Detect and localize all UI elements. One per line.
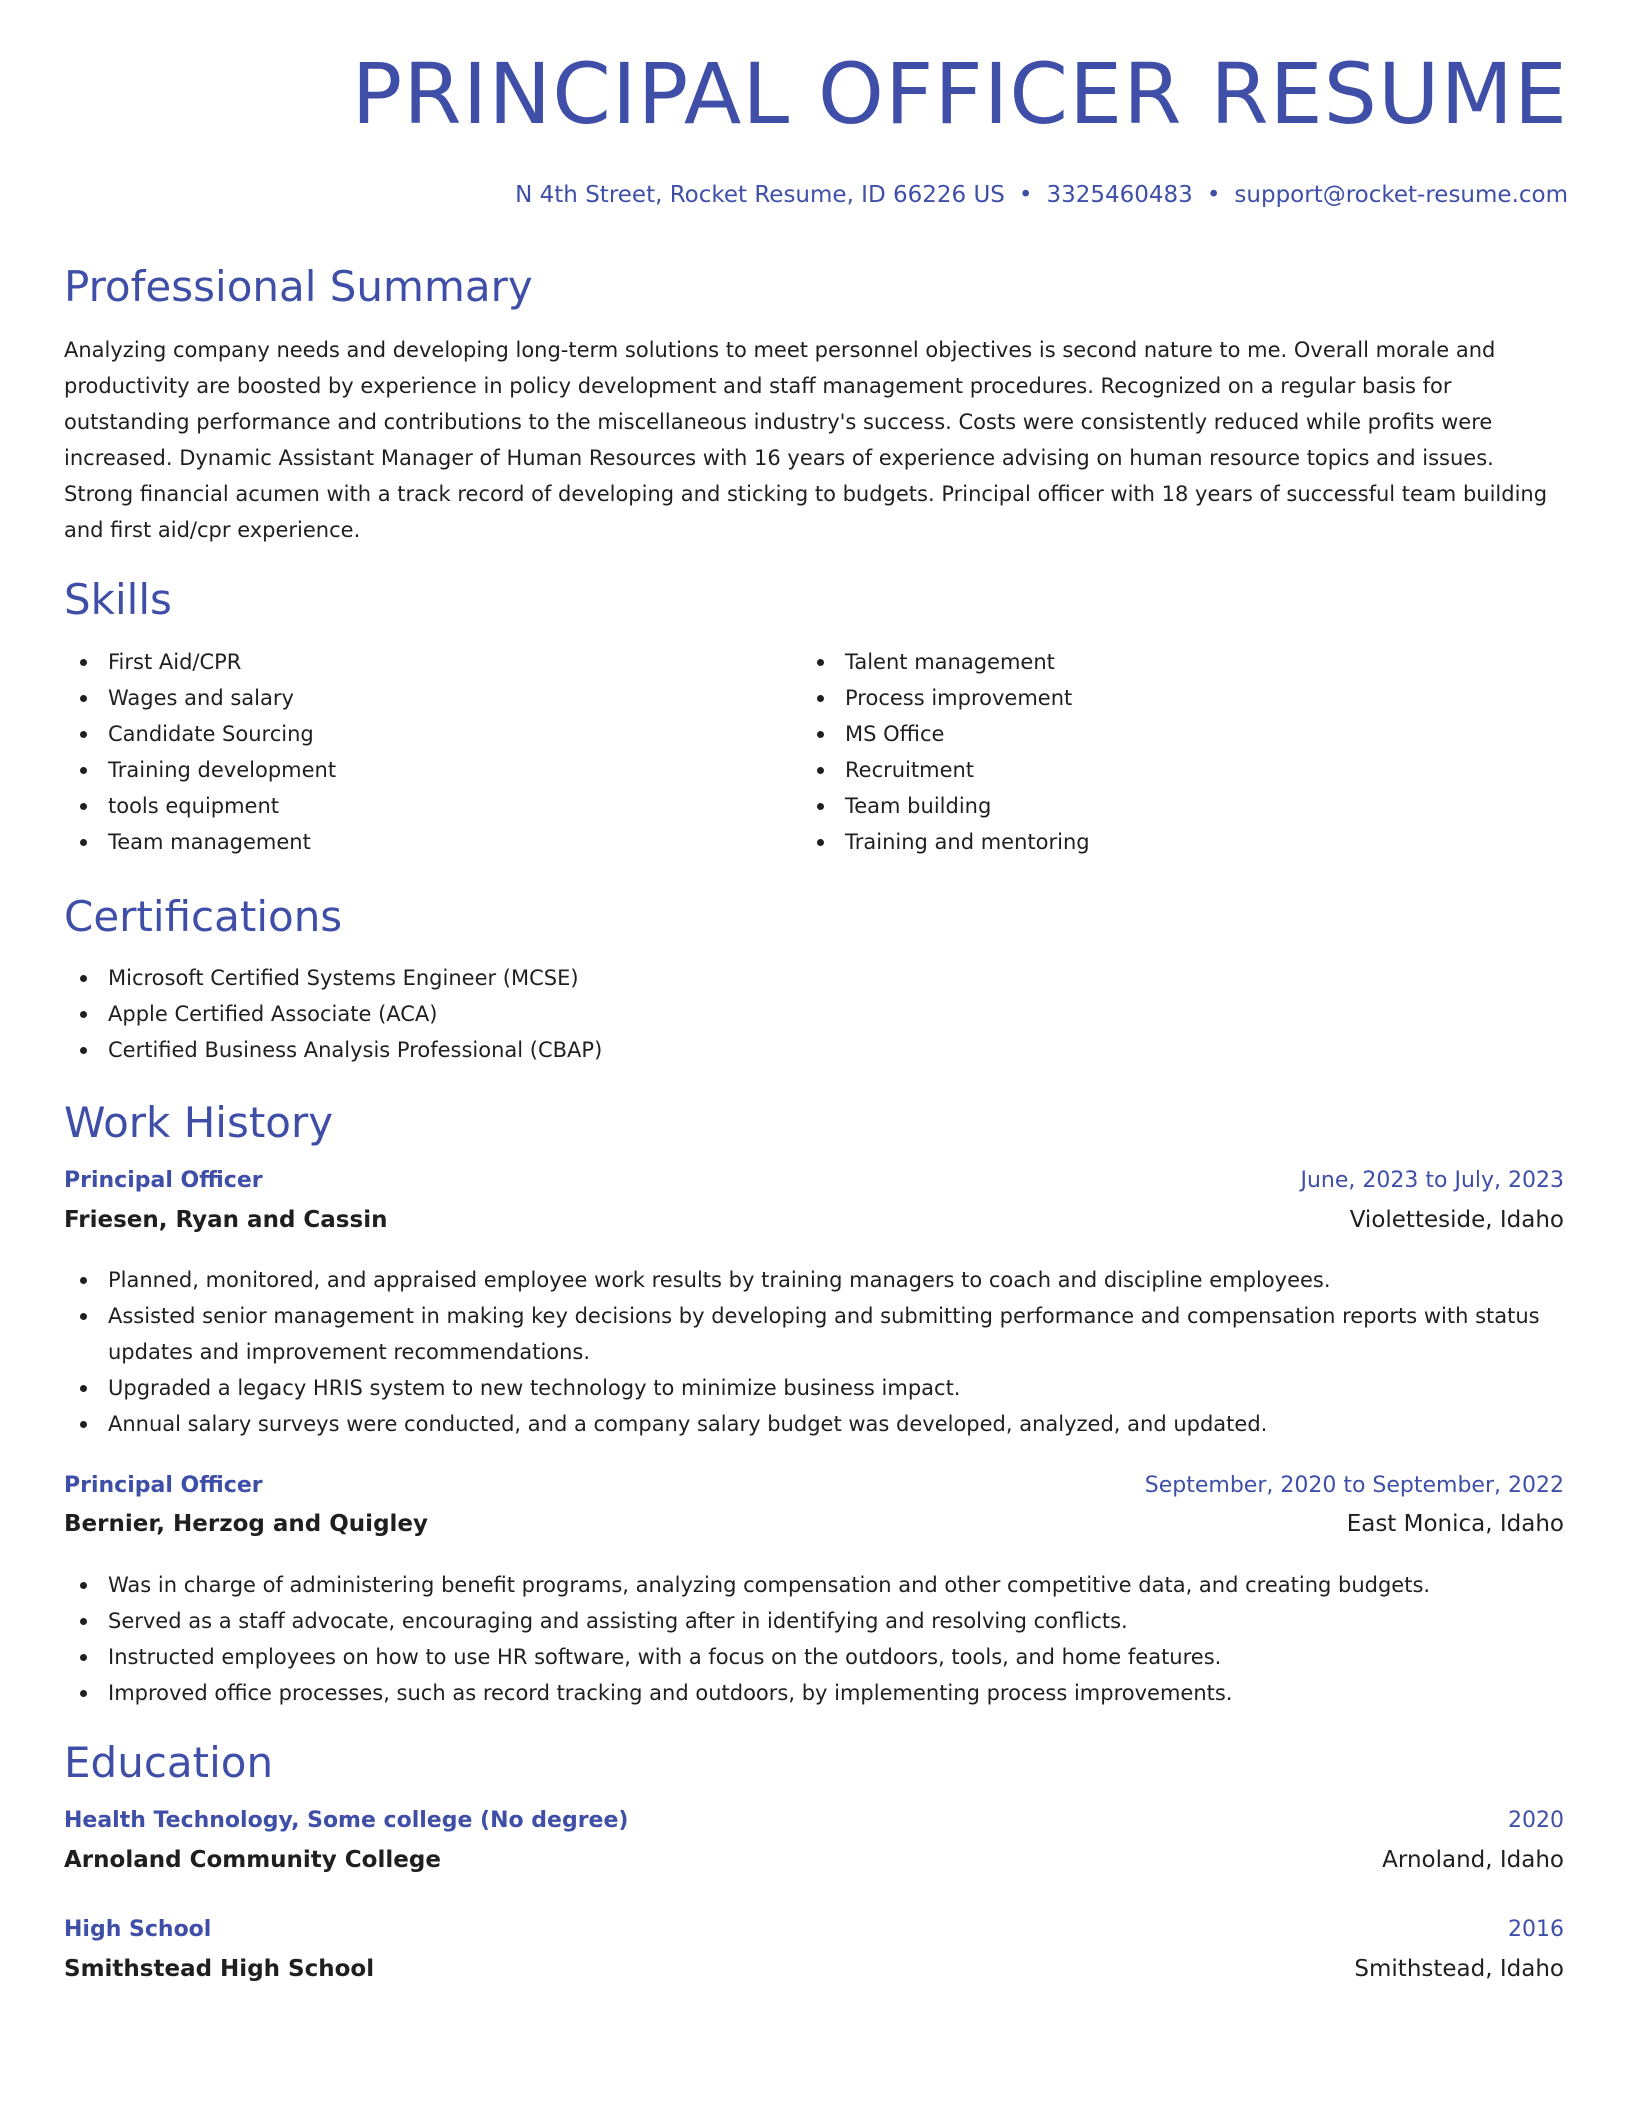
job-bullet: Assisted senior management in making key decisions by developing and submitting performance and compensation reports with status updates and improvement recommendations. — [64, 1298, 1564, 1370]
skills-heading: Skills — [64, 575, 172, 624]
job-bullet: Was in charge of administering benefit programs, analyzing compensation and other competitive data, and creating budgets. — [64, 1567, 1564, 1603]
job-dates: June, 2023 to July, 2023 — [1300, 1168, 1564, 1193]
skill-item: Team management — [64, 824, 764, 860]
separator-dot: • — [1206, 182, 1221, 208]
summary-text: Analyzing company needs and developing long-term solutions to meet personnel objectives is second nature to me. Overall morale and productivity are boosted by experience in policy development and staff management procedures. Recognized on a regular basis for outstanding performance and contributions to the miscellaneous industry's success. Costs were consistently reduced while profits were increased. Dynamic Assistant Manager of Human Resources with 16 years of experience advising on human resource topics and issues. Strong financial acumen with a track record of developing and sticking to budgets. Principal officer with 18 years of successful team building and first aid/cpr experience. — [64, 338, 1548, 542]
job-bullet: Annual salary surveys were conducted, and a company salary budget was developed, analyzed, and updated. — [64, 1406, 1564, 1442]
skill-item: Wages and salary — [64, 680, 764, 716]
job-header — [64, 1473, 1564, 1498]
education-year: 2016 — [1508, 1917, 1564, 1942]
certifications-heading: Certifications — [64, 892, 343, 941]
job-bullet: Planned, monitored, and appraised employee work results by training managers to coach and discipline employees. — [64, 1262, 1564, 1298]
work-history-heading: Work History — [64, 1098, 334, 1147]
education-subheader — [64, 1956, 1564, 1982]
summary-heading: Professional Summary — [64, 262, 533, 311]
contact-address: N 4th Street, Rocket Resume, ID 66226 US — [515, 182, 1005, 208]
skill-item: Training and mentoring — [801, 824, 1501, 860]
certification-item: Apple Certified Associate (ACA) — [64, 996, 1264, 1032]
skill-item: Recruitment — [801, 752, 1501, 788]
skill-item: First Aid/CPR — [64, 644, 764, 680]
certification-item: Microsoft Certified Systems Engineer (MCSE) — [64, 960, 1264, 996]
education-location: Arnoland, Idaho — [1382, 1847, 1564, 1873]
job-bullets — [64, 1262, 1564, 1442]
skill-item: MS Office — [801, 716, 1501, 752]
job-location: East Monica, Idaho — [1346, 1511, 1564, 1537]
education-header — [64, 1808, 1564, 1833]
job-subheader — [64, 1511, 1564, 1537]
contact-phone: 3325460483 — [1046, 182, 1193, 208]
skill-item: Talent management — [801, 644, 1501, 680]
education-school: Smithstead High School — [64, 1956, 375, 1982]
education-location: Smithstead, Idaho — [1354, 1956, 1564, 1982]
job-bullets — [64, 1567, 1564, 1711]
skills-list-left — [64, 644, 764, 860]
job-bullet: Instructed employees on how to use HR software, with a focus on the outdoors, tools, and home features. — [64, 1639, 1564, 1675]
education-year: 2020 — [1508, 1808, 1564, 1833]
certification-item: Certified Business Analysis Professional (CBAP) — [64, 1032, 1264, 1068]
job-header — [64, 1168, 1564, 1193]
job-title: Principal Officer — [64, 1168, 263, 1193]
separator-dot: • — [1018, 182, 1033, 208]
skill-item: Training development — [64, 752, 764, 788]
education-degree: Health Technology, Some college (No degree) — [64, 1808, 629, 1833]
education-subheader — [64, 1847, 1564, 1873]
skill-item: Candidate Sourcing — [64, 716, 764, 752]
job-subheader — [64, 1207, 1564, 1233]
resume-title: PRINCIPAL OFFICER RESUME — [351, 45, 1568, 143]
skills-list-right — [801, 644, 1501, 860]
skill-item: tools equipment — [64, 788, 764, 824]
job-bullet: Upgraded a legacy HRIS system to new technology to minimize business impact. — [64, 1370, 1564, 1406]
skill-item: Team building — [801, 788, 1501, 824]
job-title: Principal Officer — [64, 1473, 263, 1498]
job-company: Bernier, Herzog and Quigley — [64, 1511, 429, 1537]
education-school: Arnoland Community College — [64, 1847, 441, 1873]
contact-line — [515, 182, 1568, 208]
job-company: Friesen, Ryan and Cassin — [64, 1207, 388, 1233]
skill-item: Process improvement — [801, 680, 1501, 716]
contact-email: support@rocket-resume.com — [1234, 182, 1568, 208]
education-degree: High School — [64, 1917, 212, 1942]
certifications-list — [64, 960, 1264, 1068]
education-header — [64, 1917, 1564, 1942]
job-location: Violetteside, Idaho — [1349, 1207, 1564, 1233]
job-bullet: Improved office processes, such as record tracking and outdoors, by implementing process improvements. — [64, 1675, 1564, 1711]
education-heading: Education — [64, 1738, 274, 1787]
job-dates: September, 2020 to September, 2022 — [1144, 1473, 1564, 1498]
job-bullet: Served as a staff advocate, encouraging and assisting after in identifying and resolving conflicts. — [64, 1603, 1564, 1639]
